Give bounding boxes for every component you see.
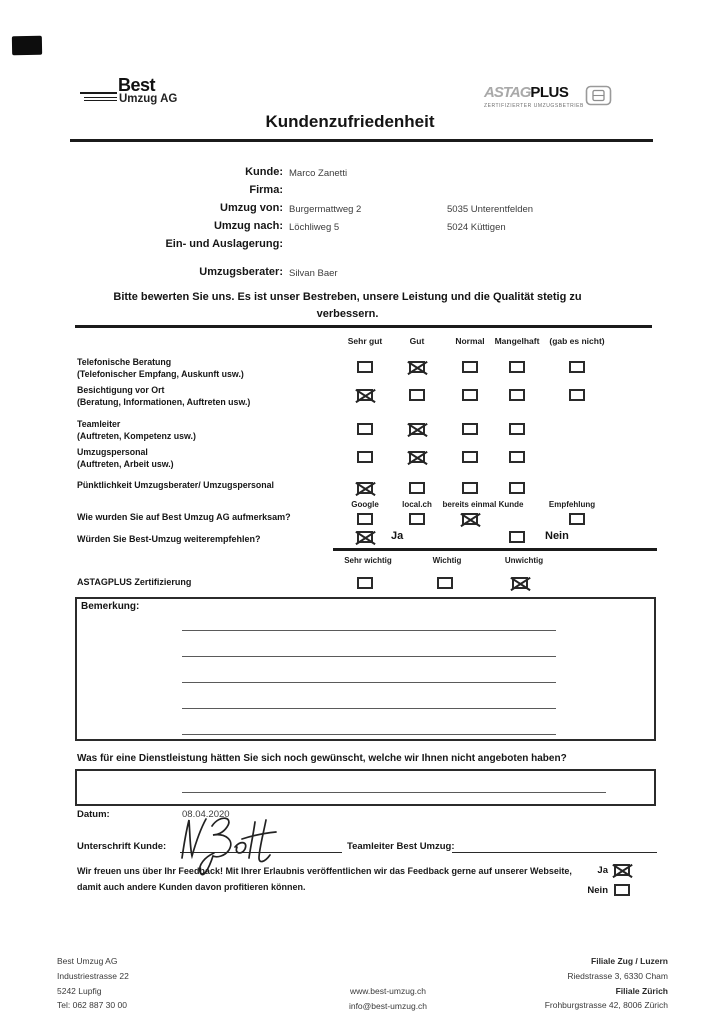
- logo-speed-line: [84, 97, 117, 98]
- remarks-writing-line[interactable]: [182, 682, 556, 683]
- customer-signature-label: Unterschrift Kunde:: [77, 841, 167, 852]
- logo-wordmark: Best: [118, 75, 156, 95]
- astag-wordmark: ASTAG: [484, 84, 531, 101]
- remarks-writing-line[interactable]: [182, 630, 556, 631]
- source-header-empfehlung: Empfehlung: [548, 500, 596, 509]
- astag-caption: ZERTIFIZIERTER UMZUGSBETRIEB: [484, 103, 584, 109]
- source-header-google: Google: [351, 500, 379, 509]
- source-header-localch: local.ch: [402, 500, 432, 509]
- info-value2-umzug-nach: 5024 Küttigen: [447, 222, 506, 233]
- rating-checkbox-row3-col4[interactable]: [509, 423, 525, 435]
- rating-checkbox-row4-col1[interactable]: [357, 451, 373, 463]
- recommend-question: Würden Sie Best-Umzug weiterempfehlen?: [77, 534, 261, 544]
- rating-checkbox-row1-col4[interactable]: [509, 361, 525, 373]
- rating-checkbox-row3-col1[interactable]: [357, 423, 373, 435]
- recommend-no-label: Nein: [545, 530, 569, 542]
- rating-checkbox-row5-col2[interactable]: [409, 482, 425, 494]
- footer-branch-zug-address: Riedstrasse 3, 6330 Cham: [567, 970, 668, 981]
- info-value-umzug-nach: Löchliweg 5: [289, 222, 340, 233]
- footer-left: [57, 954, 129, 1013]
- remarks-writing-line[interactable]: [182, 708, 556, 709]
- rating-checkbox-row2-col3[interactable]: [462, 389, 478, 401]
- rating-checkbox-row2-col4[interactable]: [509, 389, 525, 401]
- info-value-umzugsberater: Silvan Baer: [289, 268, 338, 279]
- wish-writing-line[interactable]: [182, 792, 606, 793]
- rating-row-label: Besichtigung vor Ort (Beratung, Informationen, Auftreten usw.): [77, 385, 251, 407]
- rating-checkbox-row4-col2[interactable]: [409, 451, 425, 463]
- source-checkbox-3[interactable]: [462, 513, 478, 525]
- date-value: 08.04.2020: [182, 809, 230, 820]
- teamleader-signature-label: Teamleiter Best Umzug:: [347, 841, 455, 852]
- rating-checkbox-row1-col1[interactable]: [357, 361, 373, 373]
- info-value-umzug-von: Burgermattweg 2: [289, 204, 362, 215]
- logo-speed-line: [80, 92, 117, 94]
- footer-branch-zurich-address: Frohburgstrasse 42, 8006 Zürich: [544, 1000, 668, 1011]
- logo-subname: Umzug AG: [119, 93, 178, 105]
- rating-checkbox-row4-col3[interactable]: [462, 451, 478, 463]
- rating-checkbox-row4-col4[interactable]: [509, 451, 525, 463]
- footer-branch-zurich: Filiale Zürich: [615, 985, 668, 996]
- footer-website[interactable]: www.best-umzug.ch: [349, 986, 427, 996]
- consent-no-label: Nein: [587, 885, 608, 896]
- source-checkbox-2[interactable]: [409, 513, 425, 525]
- recommend-yes-label: Ja: [391, 530, 404, 542]
- consent-yes-label: Ja: [597, 865, 608, 876]
- rating-row-label: Umzugspersonal (Auftreten, Arbeit usw.): [77, 447, 174, 469]
- remarks-writing-line[interactable]: [182, 734, 556, 735]
- wish-box: [75, 769, 656, 806]
- importance-header-wichtig: Wichtig: [432, 556, 462, 565]
- astagplus-row-label: ASTAGPLUS Zertifizierung: [77, 577, 192, 587]
- rating-row-label: Telefonische Beratung (Telefonischer Empfang, Auskunft usw.): [77, 357, 244, 379]
- rating-checkbox-row1-col2[interactable]: [409, 361, 425, 373]
- astag-truck-icon: [585, 84, 613, 108]
- info-label-auslagerung: Ein- und Auslagerung:: [165, 238, 283, 250]
- page-title: Kundenzufriedenheit: [265, 112, 435, 131]
- consent-no-checkbox[interactable]: [614, 884, 630, 896]
- logo-speed-line: [84, 100, 117, 101]
- info-value-kunde: Marco Zanetti: [289, 168, 348, 179]
- info-label-umzug-von: Umzug von:: [220, 202, 283, 214]
- info-label-umzug-nach: Umzug nach:: [213, 220, 283, 232]
- consent-line2: damit auch andere Kunden davon profitieren können.: [77, 882, 306, 892]
- source-checkbox-1[interactable]: [357, 513, 373, 525]
- teamleader-signature-line[interactable]: [452, 852, 657, 853]
- recommend-yes-checkbox[interactable]: [357, 531, 373, 543]
- source-checkbox-4[interactable]: [569, 513, 585, 525]
- remarks-box: [75, 597, 656, 741]
- rating-checkbox-row3-col3[interactable]: [462, 423, 478, 435]
- info-label-kunde: Kunde:: [245, 166, 283, 178]
- consent-yes-checkbox[interactable]: [614, 864, 630, 876]
- importance-checkbox-2[interactable]: [437, 577, 453, 589]
- recommend-no-checkbox[interactable]: [509, 531, 525, 543]
- remarks-writing-line[interactable]: [182, 656, 556, 657]
- rating-checkbox-row3-col2[interactable]: [409, 423, 425, 435]
- rating-checkbox-row1-col5[interactable]: [569, 361, 585, 373]
- col-header-gut: Gut: [409, 336, 425, 346]
- col-header-sehr-gut: Sehr gut: [347, 336, 383, 346]
- rating-checkbox-row5-col4[interactable]: [509, 482, 525, 494]
- footer-right: [460, 954, 668, 1013]
- importance-header-unwichtig: Unwichtig: [504, 556, 544, 565]
- info-value2-umzug-von: 5035 Unterentfelden: [447, 204, 534, 215]
- col-header-gab-es-nicht: (gab es nicht): [549, 336, 605, 346]
- footer-phone: Tel: 062 887 30 00: [57, 1000, 127, 1011]
- info-label-umzugsberater: Umzugsberater:: [199, 266, 283, 278]
- col-header-mangelhaft: Mangelhaft: [494, 336, 540, 346]
- scan-artifact: [12, 36, 42, 56]
- wish-question: Was für eine Dienstleistung hätten Sie sich noch gewünscht, welche wir Ihnen nicht angeboten haben?: [77, 753, 567, 764]
- rating-checkbox-row2-col2[interactable]: [409, 389, 425, 401]
- source-question: Wie wurden Sie auf Best Umzug AG aufmerksam?: [77, 512, 291, 522]
- intro-line2: verbessern.: [316, 308, 379, 320]
- recommend-divider: [333, 548, 657, 551]
- footer-company: Best Umzug AG: [57, 956, 118, 966]
- importance-header-sehr-wichtig: Sehr wichtig: [344, 556, 392, 565]
- remarks-label: Bemerkung:: [81, 601, 140, 612]
- col-header-normal: Normal: [455, 336, 485, 346]
- date-label: Datum:: [77, 809, 110, 820]
- intro-divider: [75, 325, 652, 328]
- footer-email[interactable]: info@best-umzug.ch: [348, 1000, 428, 1011]
- importance-checkbox-3[interactable]: [512, 577, 528, 589]
- rating-checkbox-row2-col5[interactable]: [569, 389, 585, 401]
- astag-plus-wordmark: PLUS: [530, 84, 569, 101]
- rating-checkbox-row5-col3[interactable]: [462, 482, 478, 494]
- footer-city: 5242 Lupfig: [57, 985, 102, 996]
- rating-checkbox-row2-col1[interactable]: [357, 389, 373, 401]
- info-label-firma: Firma:: [249, 184, 283, 196]
- consent-line1: Wir freuen uns über Ihr Feedback! Mit Ihrer Erlaubnis veröffentlichen wir das Feedback gerne auf unserer Webseite,: [77, 866, 572, 876]
- rating-row-label: Pünktlichkeit Umzugsberater/ Umzugspersonal: [77, 480, 274, 490]
- rating-checkbox-row5-col1[interactable]: [357, 482, 373, 494]
- rating-row-label: Teamleiter (Auftreten, Kompetenz usw.): [77, 419, 196, 441]
- intro-line1: Bitte bewerten Sie uns. Es ist unser Bestreben, unsere Leistung und die Qualität stetig zu: [113, 291, 582, 303]
- footer-street: Industriestrasse 22: [57, 970, 129, 981]
- title-divider: [70, 139, 653, 142]
- rating-checkbox-row1-col3[interactable]: [462, 361, 478, 373]
- footer-branch-zug: Filiale Zug / Luzern: [591, 956, 668, 966]
- footer-center: [300, 984, 476, 1014]
- source-header-bereits-kunde: bereits einmal Kunde: [442, 500, 524, 509]
- importance-checkbox-1[interactable]: [357, 577, 373, 589]
